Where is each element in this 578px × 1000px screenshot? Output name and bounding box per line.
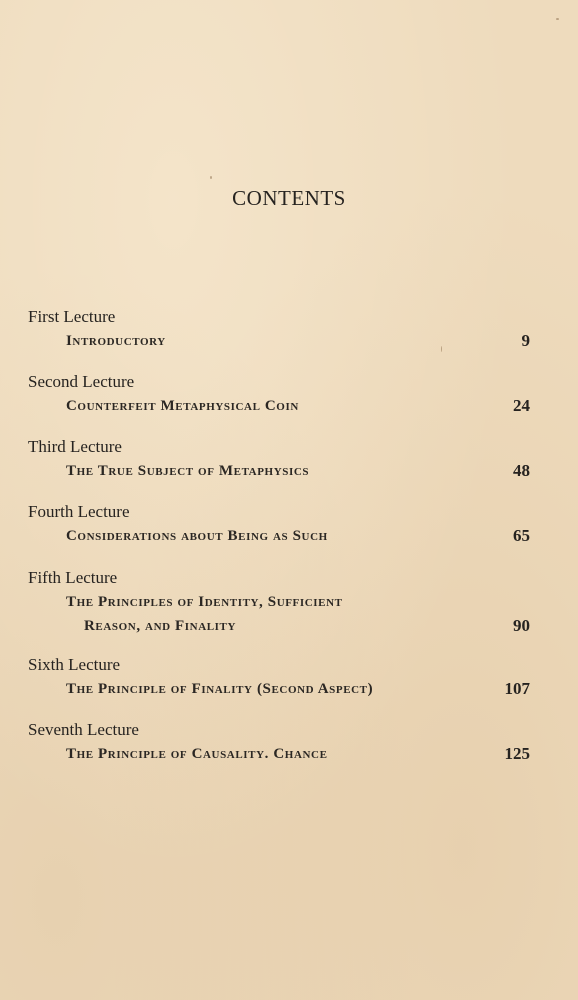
- lecture-label: Seventh Lecture: [28, 720, 139, 739]
- page-number: 48: [513, 461, 530, 480]
- page-number: 90: [513, 616, 530, 635]
- page-number: 107: [504, 679, 530, 698]
- toc-line: [28, 743, 540, 765]
- lecture-label: Fifth Lecture: [28, 568, 118, 587]
- toc-line: [28, 678, 540, 700]
- toc-entry-sixth-lecture: [28, 654, 540, 700]
- lecture-title-line-1: The Principles of Identity, Sufficient: [66, 594, 343, 610]
- lecture-label: Sixth Lecture: [28, 655, 121, 674]
- paper-speck: [210, 176, 212, 179]
- toc-line: [28, 460, 540, 482]
- toc-entry-seventh-lecture: [28, 719, 540, 765]
- lecture-label: Second Lecture: [28, 372, 135, 391]
- toc-line: [28, 591, 540, 613]
- toc-line: [28, 615, 540, 637]
- lecture-title: The Principle of Finality (Second Aspect): [66, 681, 374, 697]
- lecture-title: Counterfeit Metaphysical Coin: [66, 398, 299, 414]
- page-number: 125: [504, 744, 530, 763]
- toc-line: [28, 395, 540, 417]
- toc-entry-second-lecture: [28, 371, 540, 417]
- paper-speck: [556, 18, 559, 20]
- lecture-label: Fourth Lecture: [28, 502, 130, 521]
- lecture-label: First Lecture: [28, 307, 116, 326]
- toc-entry-fifth-lecture: [28, 567, 540, 637]
- page-number: 65: [513, 526, 530, 545]
- page-number: 24: [513, 396, 530, 415]
- lecture-title: The Principle of Causality. Chance: [66, 746, 328, 762]
- lecture-title: Introductory: [66, 333, 166, 349]
- lecture-label: Third Lecture: [28, 437, 122, 456]
- toc-line: [28, 525, 540, 547]
- lecture-title-line-2: Reason, and Finality: [84, 618, 237, 634]
- toc-entry-first-lecture: [28, 306, 540, 352]
- lecture-title: The True Subject of Metaphysics: [66, 463, 310, 479]
- toc-entry-third-lecture: [28, 436, 540, 482]
- toc-line: [28, 330, 540, 352]
- lecture-title: Considerations about Being as Such: [66, 528, 328, 544]
- toc-entry-fourth-lecture: [28, 501, 540, 547]
- contents-heading: CONTENTS: [232, 186, 346, 210]
- page-number: 9: [521, 331, 530, 350]
